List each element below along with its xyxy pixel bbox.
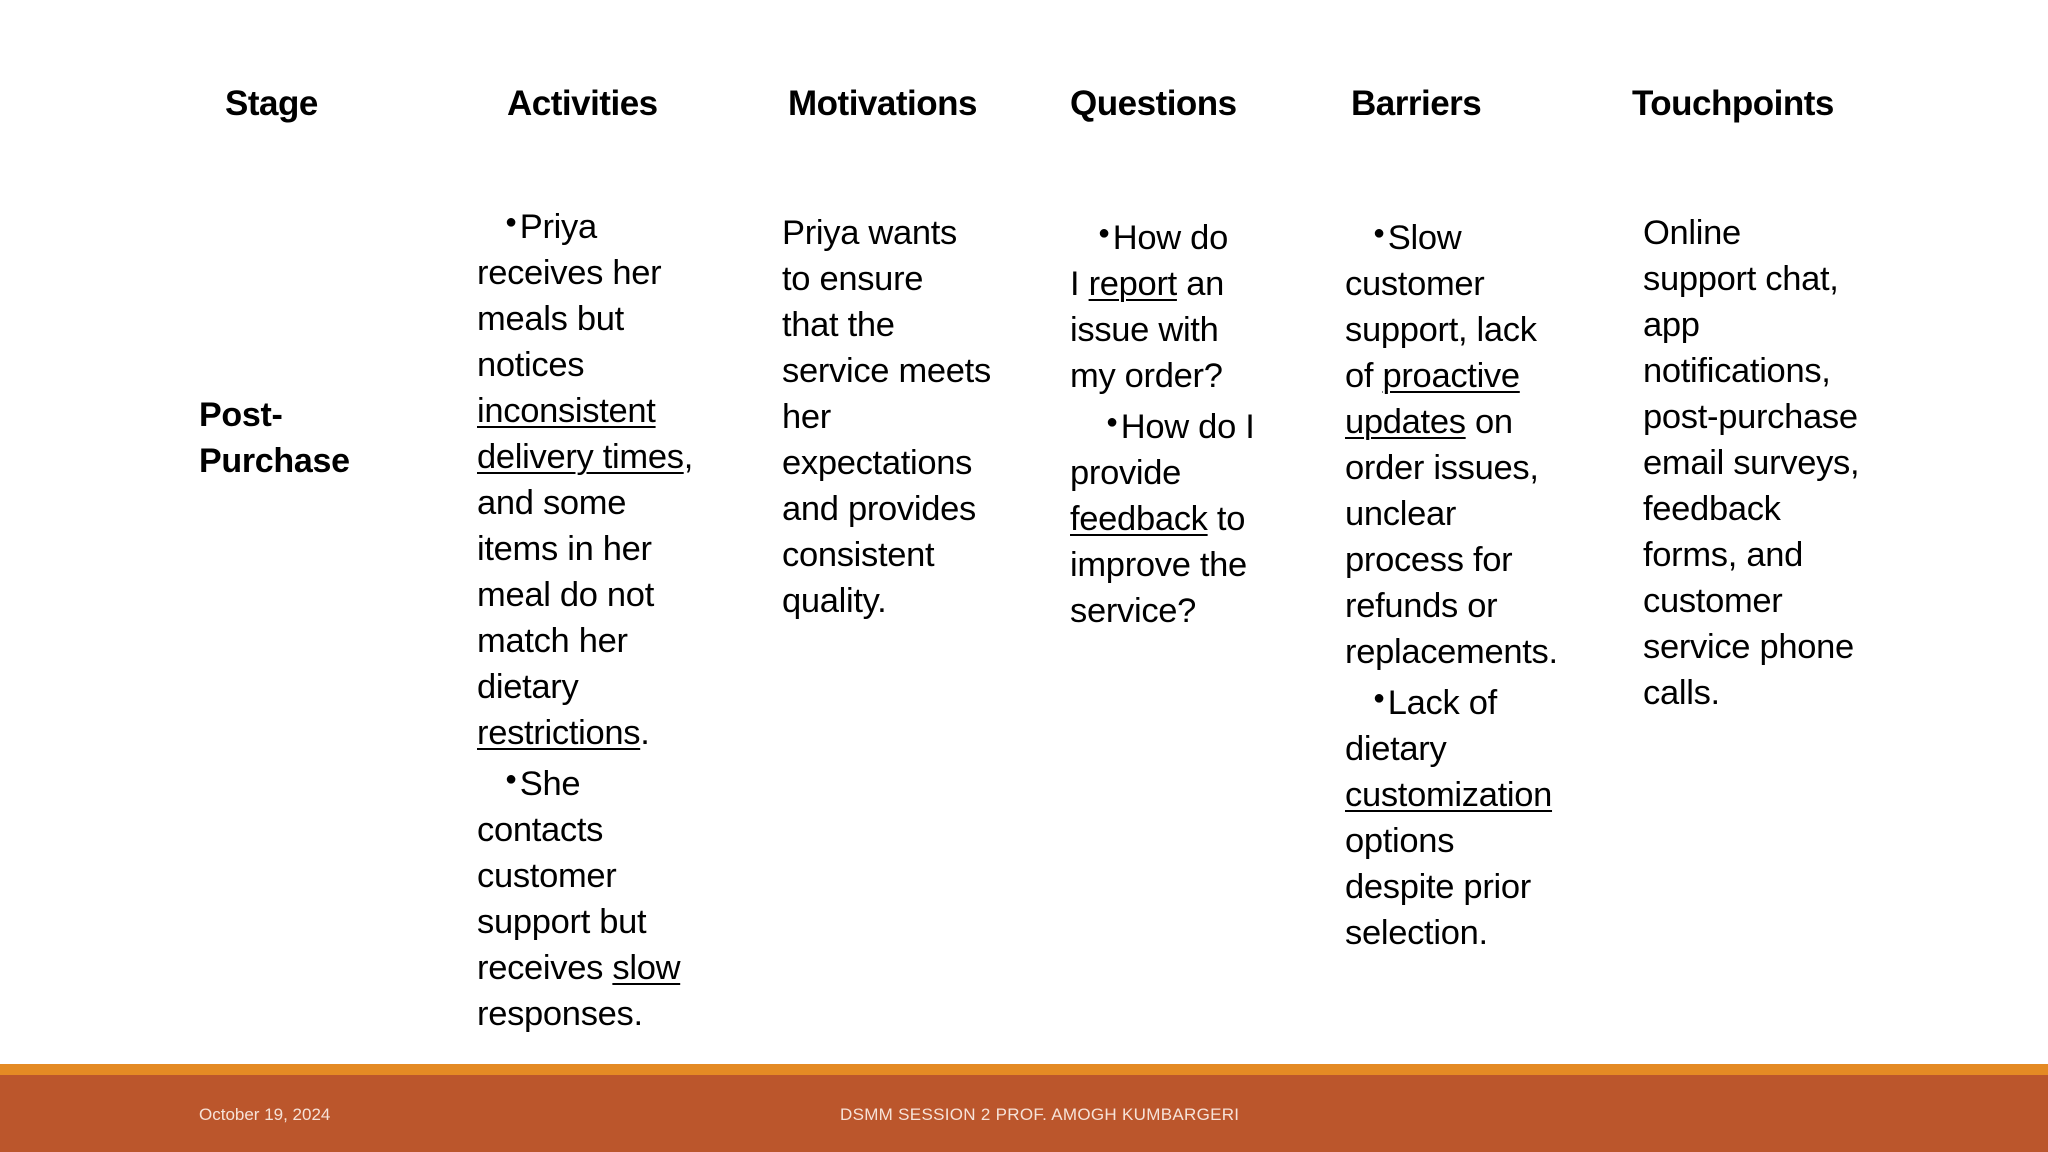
header-questions: Questions — [1070, 84, 1237, 123]
header-motivations: Motivations — [788, 84, 977, 123]
underlined-term: feedback — [1070, 500, 1208, 538]
text-line — [1345, 772, 1605, 818]
text-line: service phone — [1643, 628, 1854, 666]
header-stage: Stage — [225, 84, 318, 123]
text-line: feedback — [1643, 490, 1781, 528]
activities-bullet-2: ●She — [505, 765, 581, 803]
text-line: consistent — [782, 536, 935, 574]
text-line: notices — [477, 346, 585, 384]
text-line: refunds or — [1345, 587, 1498, 625]
text-line: unclear — [1345, 495, 1457, 533]
text-line: app — [1643, 306, 1700, 344]
text-line: notifications, — [1643, 352, 1831, 390]
footer-accent-stripe — [0, 1064, 2048, 1075]
text-line: customer — [1345, 265, 1485, 303]
text-line: and provides — [782, 490, 976, 528]
barriers-cell — [1345, 210, 1605, 956]
text-line: Priya wants — [782, 214, 958, 252]
questions-cell — [1070, 210, 1320, 634]
questions-bullet-2: ●How do I — [1106, 408, 1255, 446]
text-line: to ensure — [782, 260, 924, 298]
header-activities: Activities — [507, 84, 658, 123]
text-line: her — [782, 398, 831, 436]
footer-date: October 19, 2024 — [199, 1105, 331, 1124]
text-line: calls. — [1643, 674, 1720, 712]
text-line: meal do not — [477, 576, 654, 614]
text-line: contacts — [477, 811, 604, 849]
activities-bullet-1: ●Priya — [505, 208, 597, 246]
underlined-term: customization — [1345, 776, 1553, 814]
underlined-term: slow — [612, 949, 681, 987]
underlined-term: delivery times — [477, 438, 684, 476]
stage-line: Purchase — [199, 442, 350, 480]
text-line: that the — [782, 306, 895, 344]
questions-bullet-1: ●How do — [1098, 219, 1228, 257]
barriers-bullet-1: ●Slow — [1373, 219, 1462, 257]
text-line: I report an — [1070, 265, 1224, 303]
bullet-icon: ● — [505, 768, 517, 790]
text-line: selection. — [1345, 914, 1488, 952]
underlined-term: updates — [1345, 403, 1466, 441]
bullet-icon: ● — [1373, 687, 1385, 709]
text-line: updates on — [1345, 403, 1513, 441]
text-line: forms, and — [1643, 536, 1803, 574]
underlined-term: restrictions — [477, 714, 641, 752]
bullet-icon: ● — [505, 211, 517, 233]
underlined-term: report — [1088, 265, 1177, 303]
text-line: customer — [477, 857, 617, 895]
underlined-term: inconsistent — [477, 392, 656, 430]
text-line: customer — [1643, 582, 1783, 620]
text-line: replacements. — [1345, 633, 1558, 671]
activities-cell — [477, 199, 737, 1037]
text-line: improve the — [1070, 546, 1247, 584]
touchpoints-cell — [1643, 210, 1903, 716]
footer-title: DSMM SESSION 2 PROF. AMOGH KUMBARGERI — [840, 1105, 1240, 1124]
text-line: responses. — [477, 995, 643, 1033]
text-line: despite prior — [1345, 868, 1531, 906]
text-line: match her — [477, 622, 628, 660]
text-line: options — [1345, 822, 1455, 860]
bullet-icon: ● — [1373, 222, 1385, 244]
text-line: feedback to — [1070, 500, 1246, 538]
text-line: service meets — [782, 352, 991, 390]
text-line: dietary — [477, 668, 579, 706]
text-line: expectations — [782, 444, 973, 482]
header-touchpoints: Touchpoints — [1632, 84, 1834, 123]
text-line: meals but — [477, 300, 624, 338]
text-line: items in her — [477, 530, 652, 568]
stage-line: Post- — [199, 396, 283, 434]
text-line: service? — [1070, 592, 1197, 630]
text-line: support chat, — [1643, 260, 1839, 298]
bullet-icon: ● — [1106, 411, 1118, 433]
text-line: provide — [1070, 454, 1182, 492]
text-line: support, lack — [1345, 311, 1537, 349]
text-line: and some — [477, 484, 627, 522]
underlined-term: proactive — [1382, 357, 1520, 395]
text-line: order issues, — [1345, 449, 1539, 487]
text-line: email surveys, — [1643, 444, 1860, 482]
text-line: Online — [1643, 214, 1741, 252]
text-line: of proactive — [1345, 357, 1520, 395]
text-line: dietary — [1345, 730, 1447, 768]
text-line: process for — [1345, 541, 1513, 579]
text-line: receives her — [477, 254, 662, 292]
header-barriers: Barriers — [1351, 84, 1482, 123]
text-line: receives slow — [477, 949, 681, 987]
text-line: issue with — [1070, 311, 1219, 349]
text-line: restrictions. — [477, 714, 650, 752]
motivations-cell — [782, 210, 1032, 624]
text-line: my order? — [1070, 357, 1223, 395]
text-line: quality. — [782, 582, 887, 620]
barriers-bullet-2: ●Lack of — [1373, 684, 1497, 722]
text-line — [477, 388, 737, 434]
bullet-icon: ● — [1098, 222, 1110, 244]
text-line: post-purchase — [1643, 398, 1858, 436]
text-line: support but — [477, 903, 647, 941]
stage-cell — [199, 392, 350, 484]
text-line: delivery times, — [477, 438, 693, 476]
